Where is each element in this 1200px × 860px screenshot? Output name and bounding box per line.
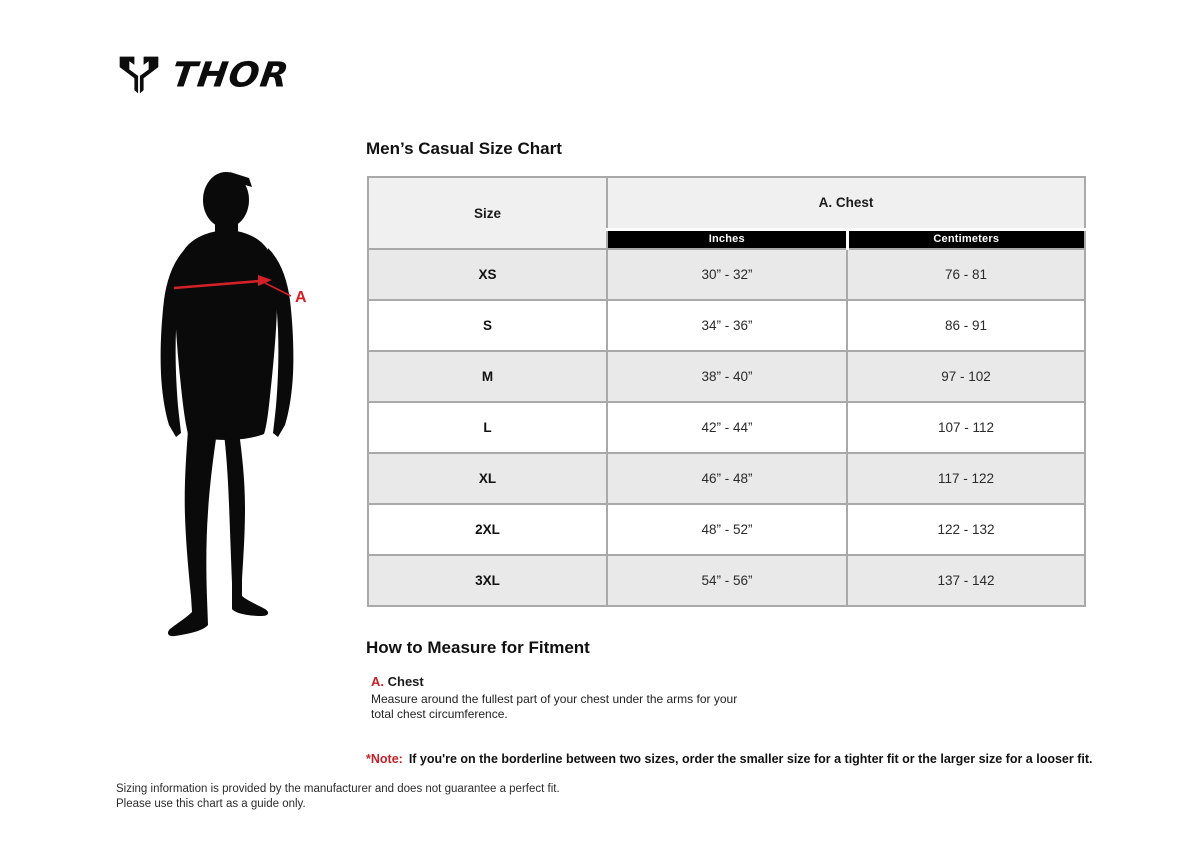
measure-item-name: Chest [387, 674, 424, 689]
size-chart-table [367, 176, 1086, 607]
centimeters-value: 97 - 102 [847, 351, 1085, 402]
note-text: If you're on the borderline between two sizes, order the smaller size for a tighter fit or the larger size for a looser fit. [408, 752, 1093, 766]
centimeters-value: 122 - 132 [847, 504, 1085, 555]
inches-value: 34” - 36” [607, 300, 847, 351]
size-label: L [368, 402, 607, 453]
thor-horns-icon [116, 52, 162, 98]
table-row-s [368, 300, 1085, 351]
column-header-inches: Inches [607, 229, 847, 249]
measure-item-description: Measure around the fullest part of your chest under the arms for your total chest circumference. [371, 692, 738, 721]
male-silhouette [161, 172, 294, 636]
sizing-note [366, 752, 1146, 766]
column-header-centimeters: Centimeters [847, 229, 1085, 249]
centimeters-value: 86 - 91 [847, 300, 1085, 351]
table-row-m [368, 351, 1085, 402]
size-label: S [368, 300, 607, 351]
male-silhouette-figure [148, 168, 316, 643]
measure-item-chest [371, 674, 761, 721]
page-title: Men’s Casual Size Chart [366, 139, 562, 158]
size-label: XL [368, 453, 607, 504]
inches-value: 30” - 32” [607, 249, 847, 300]
thor-logo [116, 52, 295, 98]
table-row-3xl [368, 555, 1085, 606]
table-row-xs [368, 249, 1085, 300]
inches-value: 46” - 48” [607, 453, 847, 504]
table-row-2xl [368, 504, 1085, 555]
centimeters-value: 76 - 81 [847, 249, 1085, 300]
table-row-l [368, 402, 1085, 453]
brand-wordmark: THOR [169, 55, 292, 95]
inches-value: 38” - 40” [607, 351, 847, 402]
chest-annotation-label: A [295, 289, 307, 306]
centimeters-value: 117 - 122 [847, 453, 1085, 504]
size-label: M [368, 351, 607, 402]
inches-value: 48” - 52” [607, 504, 847, 555]
measure-item-title [371, 674, 761, 689]
centimeters-value: 107 - 112 [847, 402, 1085, 453]
inches-value: 42” - 44” [607, 402, 847, 453]
inches-value: 54” - 56” [607, 555, 847, 606]
column-header-size: Size [368, 177, 607, 249]
column-group-header-chest: A. Chest [607, 177, 1085, 229]
disclaimer-line-1: Sizing information is provided by the manufacturer and does not guarantee a perfect fit. [116, 783, 560, 795]
disclaimer-line-2: Please use this chart as a guide only. [116, 798, 306, 811]
table-row-xl [368, 453, 1085, 504]
howto-heading: How to Measure for Fitment [366, 638, 590, 657]
size-label: 2XL [368, 504, 607, 555]
measure-item-key: A. [371, 674, 384, 689]
disclaimer-footer [116, 782, 560, 812]
note-label: *Note: [366, 752, 403, 766]
size-label: 3XL [368, 555, 607, 606]
size-label: XS [368, 249, 607, 300]
centimeters-value: 137 - 142 [847, 555, 1085, 606]
